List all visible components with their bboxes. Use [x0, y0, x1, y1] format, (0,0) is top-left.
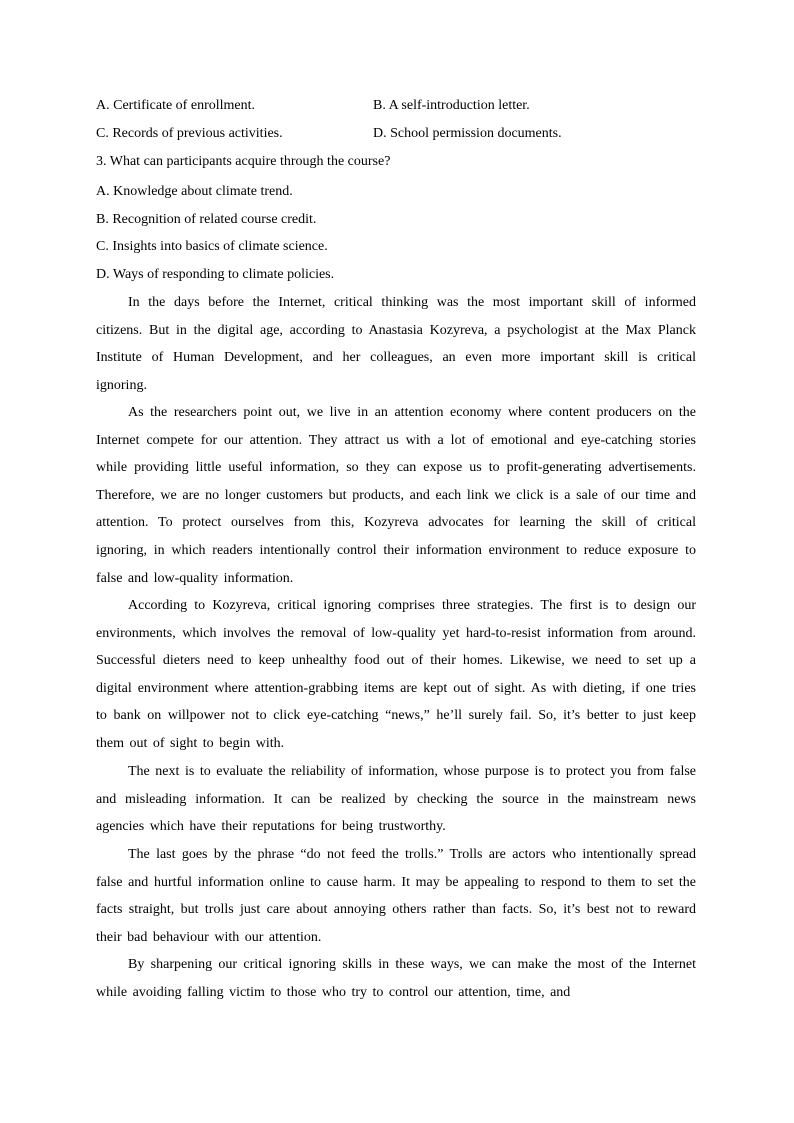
q3-option-b: B. Recognition of related course credit.: [96, 212, 317, 227]
passage-paragraph: As the researchers point out, we live in an attention economy where content producers on the Internet compete for our attention. They attract us with a lot of emotional and eye-catching stories while providing little useful information, so they can expose us to profit-generating advertisements. Therefore, we are no longer customers but products, and each link we click is a sale of our time and attention. To protect ourselves from this, Kozyreva advocates for learning the skill of critical ignoring, in which readers intentionally control their information environment to reduce exposure to false and low-quality information.: [96, 405, 696, 586]
q2-option-c: C. Records of previous activities.: [96, 126, 283, 141]
passage-paragraph: In the days before the Internet, critical thinking was the most important skill of informed citizens. But in the digital age, according to Anastasia Kozyreva, a psychologist at the Max Planck Institute of Human Development, and her colleagues, an even more important skill is critical ignoring.: [96, 295, 696, 393]
q3-stem: 3. What can participants acquire through the course?: [96, 154, 391, 169]
q2-option-d: D. School permission documents.: [373, 126, 562, 141]
passage-paragraph: The next is to evaluate the reliability of information, whose purpose is to protect you from false and misleading information. It can be realized by checking the source in the mainstream news agencies which have their reputations for being trustworthy.: [96, 764, 696, 835]
passage-paragraph: According to Kozyreva, critical ignoring comprises three strategies. The first is to design our environments, which involves the removal of low-quality yet hard-to-resist information from around. Successful dieters need to keep unhealthy food out of their homes. Likewise, we need to set up a digital environment where attention-grabbing items are kept out of sight. As with dieting, if one tries to bank on willpower not to click eye-catching “news,” he’ll surely fail. So, it’s better to just keep them out of sight to begin with.: [96, 598, 696, 751]
passage-paragraph: The last goes by the phrase “do not feed the trolls.” Trolls are actors who intentionally spread false and hurtful information online to cause harm. It may be appealing to respond to them to set the facts straight, but trolls just care about annoying others rather than facts. So, it’s best not to reward their bad behaviour with our attention.: [96, 847, 696, 945]
q3-option-c: C. Insights into basics of climate science.: [96, 239, 328, 254]
q2-option-a: A. Certificate of enrollment.: [96, 98, 255, 113]
q3-option-a: A. Knowledge about climate trend.: [96, 184, 293, 199]
q3-option-d: D. Ways of responding to climate policies.: [96, 267, 335, 282]
q2-option-b: B. A self-introduction letter.: [373, 98, 530, 113]
passage-paragraph: By sharpening our critical ignoring skills in these ways, we can make the most of the Internet while avoiding falling victim to those who try to control our attention, time, and: [96, 957, 696, 1000]
